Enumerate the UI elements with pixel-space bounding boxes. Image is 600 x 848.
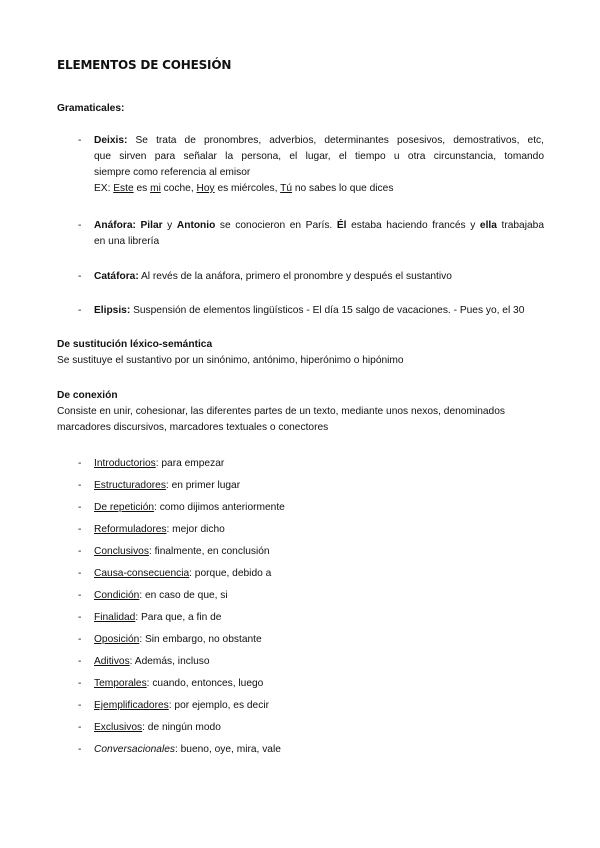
elipsis-text: Suspensión de elementos lingüísticos - El día 15 salgo de vacaciones. - Pues yo, el 30 (130, 305, 525, 316)
list-item-catafora (78, 269, 544, 285)
list-item-connector: - Aditivos: Además, incluso (78, 656, 210, 667)
list-item-connector: - Reformuladores: mejor dicho (78, 524, 225, 535)
list-item-connector: - Condición: en caso de que, si (78, 590, 228, 601)
bullet-dash: - (78, 271, 82, 282)
list-item-connector: - Causa-consecuencia: porque, debido a (78, 568, 272, 579)
list-item-anafora: - Anáfora: Pilar y Antonio se conocieron en París. Él estaba haciendo francés y ella trabajaba en una librería (78, 218, 544, 250)
term-elipsis: Elipsis: (94, 305, 131, 316)
conexion-paragraph: Consiste en unir, cohesionar, las diferentes partes de un texto, mediante unos nexos, denominados marcadores discursivos, marcadores textuales o conectores (57, 406, 505, 433)
page-title: ELEMENTOS DE COHESIÓN (57, 58, 232, 72)
list-item-deixis (78, 133, 544, 197)
section-heading-conexion: De conexión (57, 390, 118, 401)
section-heading-sustitucion: De sustitución léxico-semántica (57, 339, 213, 350)
anafora-line-2: en una librería (94, 236, 160, 247)
deixis-line-2: que sirven para señalar la persona, el lugar, el tiempo u otra circunstancia, tomando (94, 151, 544, 162)
term-catafora: Catáfora: (94, 271, 139, 282)
list-item-connector: - Oposición: Sin embargo, no obstante (78, 634, 262, 645)
list-item-connector: - Ejemplificadores: por ejemplo, es decir (78, 700, 269, 711)
deixis-line-1: Se trata de pronombres, adverbios, determinantes posesivos, demostrativos, etc, (135, 135, 544, 146)
bullet-dash: - (78, 220, 82, 231)
list-item-connector: - Estructuradores: en primer lugar (78, 480, 241, 491)
sustitucion-text: Se sustituye el sustantivo por un sinónimo, antónimo, hiperónimo o hipónimo (57, 355, 404, 366)
list-item-connector: - Introductorios: para empezar (78, 458, 225, 469)
list-item-connector: - Finalidad: Para que, a fin de (78, 612, 222, 623)
deixis-line-3: siempre como referencia al emisor (94, 167, 251, 178)
list-item-connector: - Conclusivos: finalmente, en conclusión (78, 546, 270, 557)
term-deixis: Deixis: (94, 135, 128, 146)
list-item-connector: - De repetición: como dijimos anteriormente (78, 502, 285, 513)
list-item-elipsis (78, 303, 544, 319)
bullet-dash: - (78, 135, 82, 146)
bullet-dash: - (78, 305, 82, 316)
list-item-connector: - Conversacionales: bueno, oye, mira, vale (78, 744, 281, 755)
catafora-text: Al revés de la anáfora, primero el pronombre y después el sustantivo (138, 271, 452, 282)
section-heading-gramaticales: Gramaticales: (57, 103, 125, 114)
list-item-connector: - Temporales: cuando, entonces, luego (78, 678, 264, 689)
term-anafora: Anáfora: (94, 220, 136, 231)
list-item-connector: - Exclusivos: de ningún modo (78, 722, 221, 733)
deixis-example: EX: Este es mi coche, Hoy es miércoles, Tú no sabes lo que dices (94, 183, 394, 194)
